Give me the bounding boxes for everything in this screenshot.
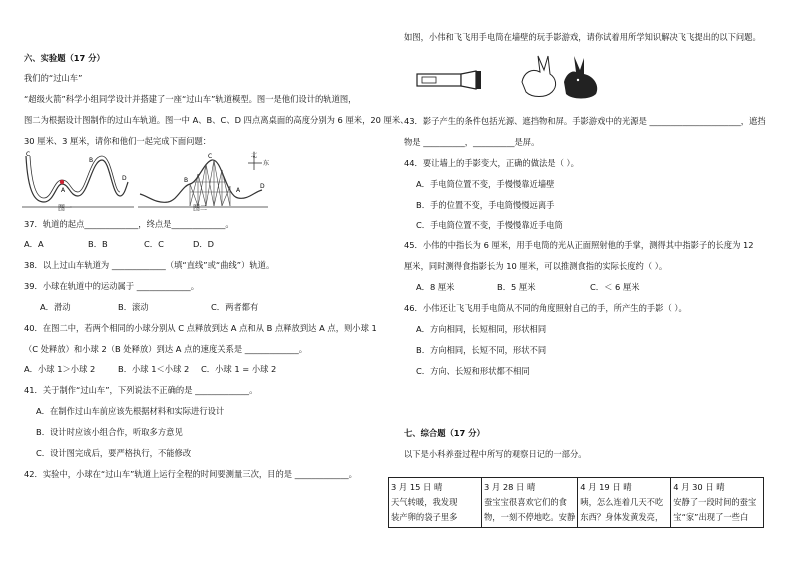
section-6-title: 六、实验题（17 分）	[24, 53, 105, 63]
section-7-title: 七、综合题（17 分）	[404, 428, 485, 438]
section-7-intro: 以下是小科养蚕过程中所写的观察日记的一部分。	[404, 449, 587, 459]
silkworm-diary-table	[388, 477, 764, 528]
compass-north: 北	[251, 152, 258, 159]
q44-text: 44．要让墙上的手影变大，正确的做法是（ ）。	[404, 158, 579, 168]
q43-line-2: 物是 __________，__________是屏。	[404, 137, 540, 147]
q39-option-c: C．两者都有	[211, 302, 259, 312]
fig2-label-a: A	[236, 187, 241, 194]
q38-text: 38．以上过山车轨道为 _____________（填“直线”或“曲线”）轨道。	[24, 260, 275, 270]
q37-option-a: A．A	[24, 239, 44, 249]
fig2-caption: 图二	[193, 204, 207, 212]
q39-option-b: B．滚动	[118, 302, 149, 312]
track-diagram-fig1	[22, 150, 134, 210]
q37-option-c: C．C	[144, 239, 164, 249]
diary-line-2-2: 物，一刻不停地吃。安静	[484, 512, 576, 522]
fig2-label-b: B	[184, 177, 189, 184]
q39-option-a: A．滑动	[40, 302, 71, 312]
fig1-label-c: C	[26, 151, 31, 158]
diary-date-3: 4 月 19 日 晴	[580, 482, 632, 492]
q41-option-a: A．在制作过山车前应该先根据材料和实际进行设计	[36, 406, 225, 416]
ball	[60, 180, 64, 184]
q37-text: 37．轨道的起点_____________，终点是_____________。	[24, 219, 234, 229]
q41-option-c: C．设计图完成后，要严格执行，不能修改	[36, 448, 192, 458]
diary-line-3-2: 东西？身体发黄发亮，	[580, 512, 664, 522]
diary-entry-3	[578, 478, 671, 528]
q45-option-c: C．＜ 6 厘米	[590, 282, 640, 292]
q41-option-b: B．设计时应该小组合作，听取多方意见	[36, 427, 183, 437]
q44-option-b: B．手的位置不变，手电筒慢慢远离手	[416, 200, 555, 210]
q45-line-2: 厘米，同时测得食指影长为 10 厘米，可以推测食指的实际长度约（ ）。	[404, 261, 668, 271]
hand-shadow-rabbit-icon	[518, 52, 604, 102]
intro-line-3: 30 厘米、3 厘米，请你和他们一起完成下面问题：	[24, 136, 212, 146]
diary-date-1: 3 月 15 日 晴	[391, 482, 443, 492]
compass-east: 东	[263, 160, 270, 167]
diary-entry-1	[389, 478, 482, 528]
q42-text: 42．实验中，小球在“过山车”轨道上运行全程的时间要测量三次，目的是 _____________。	[24, 469, 357, 479]
q37-option-d: D．D	[193, 239, 215, 249]
q44-option-c: C．手电筒位置不变，手慢慢靠近手电筒	[416, 220, 563, 230]
fig1-caption: 图一	[58, 204, 72, 212]
q41-text: 41．关于制作“过山车”，下列说法不正确的是 _____________。	[24, 385, 258, 395]
q46-option-a: A．方向相同，长短相同，形状相同	[416, 324, 547, 334]
q45-option-a: A．8 厘米	[416, 282, 455, 292]
intro-line-1: “超级火箭”科学小组同学设计并搭建了一座“过山车”轨道模型。图一是他们设计的轨道图，	[24, 94, 357, 104]
q37-option-b: B．B	[88, 239, 108, 249]
fig1-label-a: A	[61, 187, 66, 194]
diary-line-4-2: 宝“家”出现了一些白	[673, 512, 749, 522]
q40-option-a: A．小球 1＞小球 2	[24, 364, 96, 374]
q44-option-a: A．手电筒位置不变，手慢慢靠近墙壁	[416, 179, 555, 189]
fig1-label-b: B	[89, 157, 94, 164]
q46-option-b: B．方向相同，长短不同，形状不同	[416, 345, 547, 355]
fig1-label-d: D	[122, 175, 127, 182]
q46-text: 46．小伟还让飞飞用手电筒从不同的角度照射自己的手，所产生的手影（ ）。	[404, 303, 687, 313]
diary-line-4-1: 安静了一段时间的蚕宝	[673, 497, 757, 507]
fig2-label-c: C	[208, 153, 213, 160]
diary-date-2: 3 月 28 日 晴	[484, 482, 536, 492]
fig2-label-d: D	[260, 183, 265, 190]
diary-entry-4	[671, 478, 764, 528]
q45-option-b: B．5 厘米	[497, 282, 536, 292]
q46-option-c: C．方向、长短和形状都不相同	[416, 366, 530, 376]
diary-entry-2	[482, 478, 578, 528]
diary-line-2-1: 蚕宝宝很喜欢它们的食	[484, 497, 567, 507]
q45-line-1: 45．小伟的中指长为 6 厘米，用手电筒的光从正面照射他的手掌，测得其中指影子的长度为 12	[404, 240, 754, 250]
diary-line-3-1: 咦，怎么连着几天不吃	[580, 497, 664, 507]
q40-option-b: B．小球 1＜小球 2	[118, 364, 190, 374]
q39-text: 39．小球在轨道中的运动属于 _____________。	[24, 281, 199, 291]
compass-icon	[248, 150, 272, 174]
q43-line-1: 43．影子产生的条件包括光源、遮挡物和屏。手影游戏中的光源是 ______________________，遮挡	[404, 116, 766, 126]
flashlight-icon	[416, 70, 484, 90]
diary-date-4: 4 月 30 日 晴	[673, 482, 725, 492]
q40-line-1: 40．在图二中，若两个相同的小球分别从 C 点释放到达 A 点和从 B 点释放到达 A 点，则小球 1	[24, 323, 377, 333]
diary-line-1-1: 天气转暖，我发现	[391, 497, 458, 507]
topic-title: 我们的“过山车”	[24, 73, 83, 83]
q40-option-c: C．小球 1 = 小球 2	[201, 364, 277, 374]
q40-line-2: （C 处释放）和小球 2（B 处释放）到达 A 点的速度关系是 _____________。	[24, 344, 308, 354]
intro-line-2: 图二为根据设计图制作的过山车轨道。图一中 A、B、C、D 四点离桌面的高度分别为 6 厘米，20 厘米、	[24, 115, 409, 125]
diary-line-1-2: 装产卵的袋子里多	[391, 512, 458, 522]
right-intro: 如图，小伟和飞飞用手电筒在墙壁的玩手影游戏，请你试着用所学知识解决飞飞提出的以下问题。	[404, 32, 761, 42]
